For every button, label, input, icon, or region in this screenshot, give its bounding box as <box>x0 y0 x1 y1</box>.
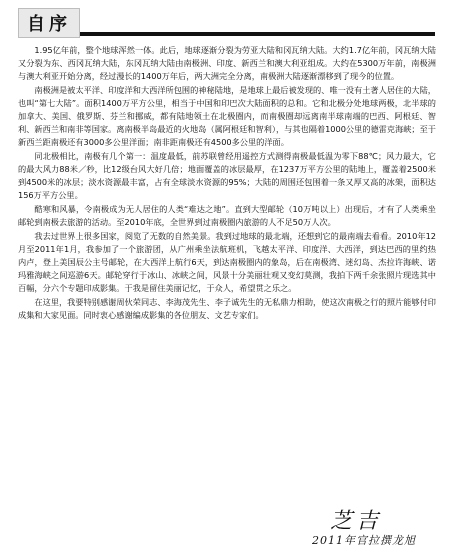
paragraph-4: 酷寒和风暴，令南极成为无人居住的人类“难达之地”。直到大型邮轮（10万吨以上）出现后，才有了人类乘坐邮轮到南极去旅游的活动。至2010年底，全世界到过南极圈内旅游的人不足50万人次。 <box>18 204 436 227</box>
paragraph-5: 我去过世界上很多国家，阅览了无数的自然美景。我到过地球的最北端，还想到它的最南端去看看。2010年12月至2011年1月，我参加了一个旅游团，从广州乘坐法航班机，飞越太平洋、印度洋、大西洋，到达巴西的里约热内卢，登上美国辰公主号邮轮，在大西洋上航行6天，到达南极圈内的象岛，后在南极湾、迷幻岛、杰拉许海峡、诺玛雅海峡之间巡游6天。邮轮穿行于冰山、冰峡之间，风景十分美丽壮观又变幻莫测，我拍下两千余张照片现选其中百幅，分六个专题印成影集。于我是留住美丽记忆，于众人，希望贯之乐之。 <box>18 231 436 293</box>
title-underline-rule <box>80 32 435 36</box>
paragraph-6: 在这里，我要特别感谢周伙荣同志、李海茂先生、李子诚先生的无私鼎力相助，使这次南极之行的照片能够付印成集和大家见面。同时衷心感谢编成影集的各位朋友、文艺专家们。 <box>18 297 436 320</box>
paragraph-1: 1.95亿年前，整个地球浑然一体。此后，地球逐渐分裂为劳亚大陆和冈瓦纳大陆。大约1.7亿年前，冈瓦纳大陆又分裂为东、西冈瓦纳大陆，东冈瓦纳大陆由南极洲、印度、新西兰和澳大利亚组成。大约在5300万年前，南极洲与澳大利亚开始分离，经过漫长的1400万年后，两大洲完全分离，南极洲大陆逐渐漂移到了现今的位置。 <box>18 45 436 81</box>
paragraph-2: 南极洲是被太平洋、印度洋和大西洋所包围的神秘陆地，是地球上最后被发现的、唯一没有土著人居住的大陆，也叫“第七大陆”。面积1400万平方公里，相当于中国和印巴次大陆面积的总和。它和北极分处地球两极，北半球的加拿大、美国、俄罗斯、芬兰和挪威，都有陆地领土在北极圈内，而南极圈却远离南半球南端的巴西、阿根廷、智利、新西兰和南非等国家。离南极半岛最近的火地岛（属阿根廷和智利），与其也隔着1000公里的德雷克海峡；至于新西兰距南极还有3000多公里洋面；南非距南极还有4500多公里的洋面。 <box>18 85 436 147</box>
author-signature: 芝吉 <box>330 509 383 534</box>
paragraph-3: 同北极相比，南极有几个第一：温度最低，前苏联曾经用遥控方式测得南极最低温为零下88℃；风力最大，它的最大风力88米／秒，比12级台风大好几倍；地面覆盖的冰层最厚，在1237万平方公里的陆地上，覆盖着2500米到4500米的冰层；淡水资源最丰富，占有全球淡水资源的95%；大陆的周围还包围着一条又厚又高的冰架，面积达156万平方公里。 <box>18 151 436 200</box>
signature-block <box>0 500 453 557</box>
page-header <box>0 7 453 37</box>
signature-date: 2011年官拉撰龙旭 <box>312 534 416 547</box>
preface-body <box>18 44 436 323</box>
page-title: 自序 <box>18 8 80 38</box>
